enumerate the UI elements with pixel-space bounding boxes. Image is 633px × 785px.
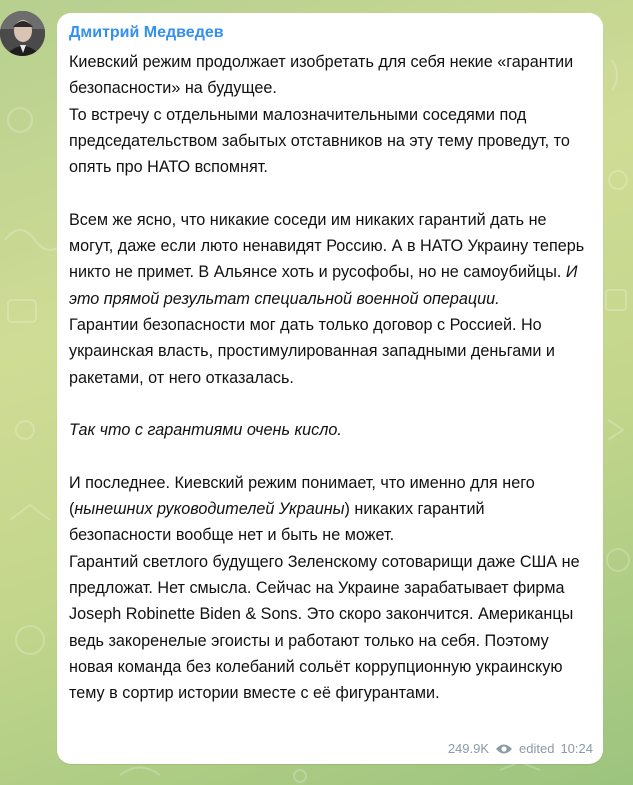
message-text-plain: И последнее. Киевский режим понимает, что именно для него ( [69,473,535,519]
message-text [69,49,591,706]
message-paragraph [69,470,591,549]
message-text-plain: ) никаких гарантий безопасности вообще нет и быть не может. [69,500,485,545]
message-bubble [57,13,603,764]
author-name[interactable]: Дмитрий Медведев [69,24,224,41]
message-paragraph: То встречу с отдельными малозначительными соседями под председательством забытых отставников на эту тему проведут, то опять про НАТО вспомнят. [69,105,570,177]
eye-icon [495,743,513,755]
message-paragraph: Гарантии безопасности мог дать только договор с Россией. Но украинская власть, простимулированная западными деньгами и ракетами, от него отказалась. [69,315,555,387]
message-paragraph: Киевский режим продолжает изобретать для себя некие «гарантии безопасности» на будущее. [69,53,574,98]
avatar-portrait [0,11,45,56]
message-meta [448,741,593,756]
message-time: 10:24 [560,741,593,756]
message-text-italic: И это прямой результат специальной военной операции. [69,263,578,308]
message-text-plain: Всем же ясно, что никакие соседи им никаких гарантий дать не могут, даже если люто ненавидят Россию. А в НАТО Украину теперь никто не примет. В Альянсе хоть и русофобы, но не самоубийцы. [69,210,585,282]
view-count: 249.9K [447,741,490,756]
author-avatar[interactable] [0,11,45,56]
message-paragraph [69,417,591,443]
message-paragraph: Гарантий светлого будущего Зеленскому сотоварищи даже США не предложат. Нет смысла. Сейчас на Украине зарабатывает фирма Joseph Robinette Biden & Sons. Это скоро закончится. Американцы ведь закоренелые эгоисты и работают только на себя. Поэтому новая команда без колебаний сольёт коррупционную украинскую тему в сортир истории вместе с её фигурантами. [69,552,580,703]
message-paragraph [69,207,591,312]
edited-label: edited [519,741,555,756]
message-text-italic: нынешних руководителей Украины [74,500,345,519]
message-text-italic: Так что с гарантиями очень кисло. [69,421,342,440]
